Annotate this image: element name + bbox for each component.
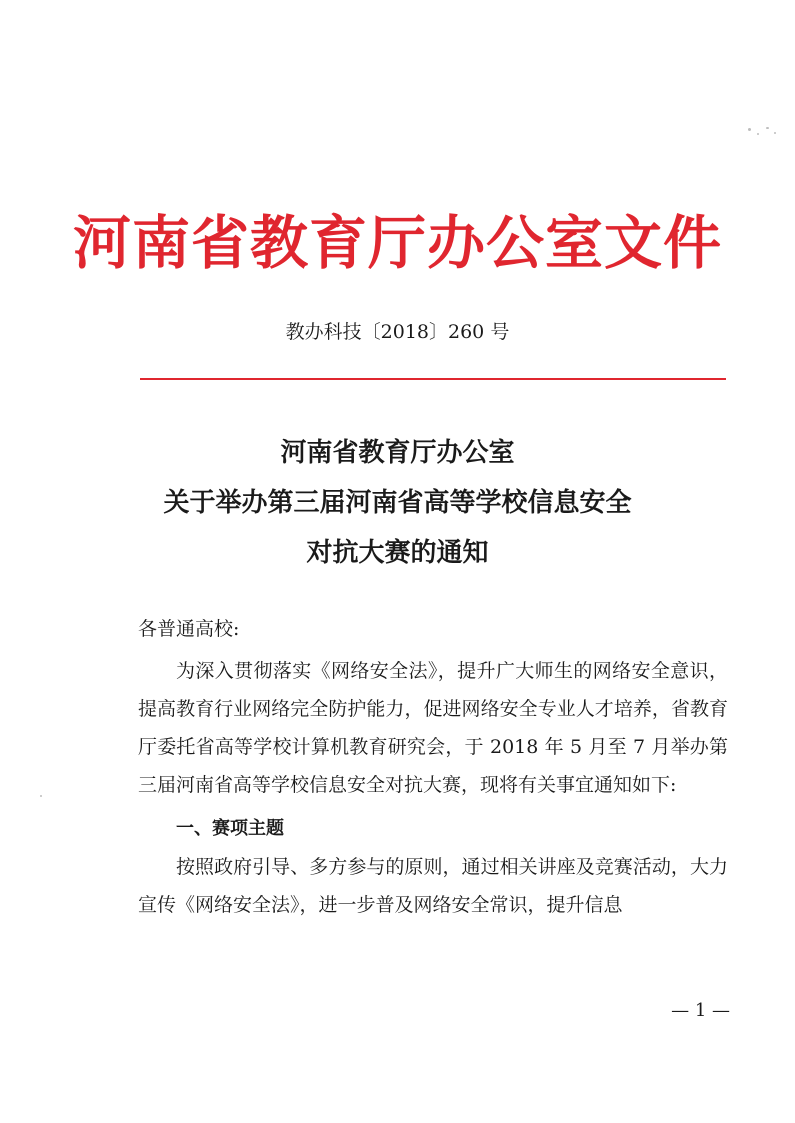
title-line-2: 关于举办第三届河南省高等学校信息安全 (163, 488, 632, 518)
body-paragraph-2: 按照政府引导、多方参与的原则，通过相关讲座及竞赛活动，大力宣传《网络安全法》，进一步普及网络安全常识，提升信息 (138, 856, 728, 916)
notice-body (138, 610, 728, 924)
scan-speck (774, 132, 776, 134)
document-number: 教办科技〔2018〕260 号 (285, 321, 510, 343)
title-line-1: 河南省教育厅办公室 (280, 438, 515, 468)
salutation: 各普通高校: (138, 618, 240, 640)
red-separator-line (140, 378, 726, 380)
scan-speck (748, 128, 751, 131)
notice-title (100, 428, 695, 578)
body-paragraph-1: 为深入贯彻落实《网络安全法》，提升广大师生的网络安全意识，提高教育行业网络完全防护能力，促进网络安全专业人才培养，省教育厅委托省高等学校计算机教育研究会，于 2018 年 5 月至 7 月举办第三届河南省高等学校信息安全对抗大赛，现将有关事宜通知如下: (138, 660, 728, 796)
scan-speck (40, 795, 42, 797)
title-line-3: 对抗大赛的通知 (306, 538, 489, 568)
page-number: — 1 — (671, 1000, 730, 1021)
scan-speck (757, 133, 759, 135)
document-masthead: 河南省教育厅办公室文件 (72, 209, 722, 277)
scan-speck (766, 127, 769, 129)
section-heading-1: 一、赛项主题 (176, 818, 284, 839)
